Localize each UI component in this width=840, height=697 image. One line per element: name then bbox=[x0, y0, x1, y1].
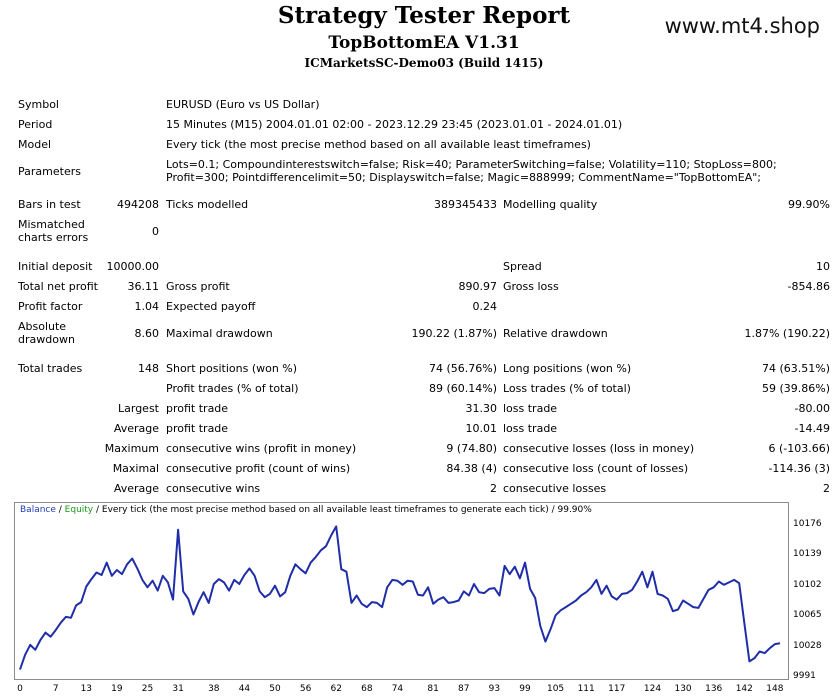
parameters-value: Lots=0.1; Compoundinterestswitch=false; Risk=40; ParameterSwitching=false; Volatility=110; StopLoss=800; Profit=300; Pointdifferencelimit=50; Displayswitch=false; Magic=888999; CommentName="TopBottomEA"; bbox=[166, 158, 777, 184]
y-tick-label: 10176 bbox=[793, 518, 822, 529]
maximal-label: Maximal bbox=[112, 462, 159, 475]
watermark-text: www.mt4.shop bbox=[664, 14, 820, 38]
balance-chart-svg bbox=[15, 503, 788, 679]
max-consecutive-wins-value: 9 (74.80) bbox=[446, 442, 497, 455]
x-tick-label: 99 bbox=[519, 684, 531, 694]
x-tick-label: 44 bbox=[238, 684, 251, 694]
x-tick-label: 25 bbox=[141, 684, 154, 694]
gross-loss-label: Gross loss bbox=[503, 280, 559, 293]
period-label: Period bbox=[18, 118, 53, 131]
relative-drawdown-value: 1.87% (190.22) bbox=[744, 327, 830, 340]
x-tick-label: 19 bbox=[111, 684, 123, 694]
quality-value: 99.90% bbox=[788, 198, 830, 211]
x-tick-label: 56 bbox=[299, 684, 312, 694]
bars-value: 494208 bbox=[117, 198, 159, 211]
profit-factor-value: 1.04 bbox=[134, 300, 159, 313]
maximal-consecutive-profit-label: consecutive profit (count of wins) bbox=[166, 462, 351, 475]
report-subtitle: TopBottomEA V1.31 bbox=[328, 33, 520, 53]
max-consecutive-losses-value: 6 (-103.66) bbox=[768, 442, 830, 455]
legend-balance: Balance bbox=[20, 505, 56, 515]
absolute-drawdown-label: Absolute drawdown bbox=[18, 320, 75, 346]
y-tick-label: 10065 bbox=[793, 610, 822, 621]
gross-profit-label: Gross profit bbox=[166, 280, 230, 293]
x-tick-label: 0 bbox=[17, 684, 23, 694]
x-tick-label: 130 bbox=[674, 684, 692, 694]
maximal-consecutive-profit-value: 84.38 (4) bbox=[446, 462, 497, 475]
avg-consecutive-losses-value: 2 bbox=[823, 482, 830, 495]
loss-trades-value: 59 (39.86%) bbox=[761, 382, 830, 395]
maximal-consecutive-loss-value: -114.36 (3) bbox=[768, 462, 830, 475]
period-value: 15 Minutes (M15) 2004.01.01 02:00 - 2023.12.29 23:45 (2023.01.01 - 2024.01.01) bbox=[166, 118, 623, 131]
expected-payoff-value: 0.24 bbox=[472, 300, 497, 313]
absolute-drawdown-value: 8.60 bbox=[134, 327, 159, 340]
average-loss-label: loss trade bbox=[503, 422, 558, 435]
spread-label: Spread bbox=[503, 260, 542, 273]
x-tick-label: 31 bbox=[172, 684, 184, 694]
profit-trades-value: 89 (60.14%) bbox=[428, 382, 497, 395]
mismatch-value: 0 bbox=[152, 225, 159, 238]
expected-payoff-label: Expected payoff bbox=[166, 300, 256, 313]
net-profit-value: 36.11 bbox=[127, 280, 159, 293]
ticks-label: Ticks modelled bbox=[166, 198, 249, 211]
largest-profit-label: profit trade bbox=[166, 402, 229, 415]
total-trades-value: 148 bbox=[138, 362, 159, 375]
x-tick-label: 13 bbox=[80, 684, 93, 694]
average-consecutive-label: Average bbox=[113, 482, 159, 495]
chart-legend bbox=[20, 505, 592, 515]
y-tick-label: 10102 bbox=[793, 579, 822, 590]
largest-loss-value: -80.00 bbox=[794, 402, 830, 415]
avg-consecutive-wins-value: 2 bbox=[490, 482, 497, 495]
report-title: Strategy Tester Report bbox=[277, 2, 571, 29]
x-tick-label: 136 bbox=[705, 684, 723, 694]
bars-label: Bars in test bbox=[18, 198, 81, 211]
gross-loss-value: -854.86 bbox=[787, 280, 830, 293]
symbol-label: Symbol bbox=[18, 98, 59, 111]
avg-consecutive-losses-label: consecutive losses bbox=[503, 482, 607, 495]
deposit-label: Initial deposit bbox=[18, 260, 93, 273]
short-positions-label: Short positions (won %) bbox=[166, 362, 298, 375]
largest-loss-label: loss trade bbox=[503, 402, 558, 415]
x-tick-label: 7 bbox=[52, 684, 59, 694]
maximal-drawdown-label: Maximal drawdown bbox=[166, 327, 273, 340]
x-tick-label: 81 bbox=[427, 684, 439, 694]
average-loss-value: -14.49 bbox=[794, 422, 830, 435]
x-tick-label: 93 bbox=[488, 684, 501, 694]
x-tick-label: 62 bbox=[330, 684, 342, 694]
mismatch-label: Mismatched charts errors bbox=[18, 218, 89, 244]
x-tick-label: 117 bbox=[608, 684, 626, 694]
y-tick-label: 9991 bbox=[793, 671, 816, 681]
quality-label: Modelling quality bbox=[503, 198, 598, 211]
report-server: ICMarketsSC-Demo03 (Build 1415) bbox=[304, 56, 544, 70]
largest-label: Largest bbox=[118, 402, 159, 415]
x-tick-label: 38 bbox=[208, 684, 220, 694]
series-line-balance bbox=[20, 526, 780, 669]
spread-value: 10 bbox=[816, 260, 830, 273]
symbol-value: EURUSD (Euro vs US Dollar) bbox=[166, 98, 320, 111]
balance-chart bbox=[14, 502, 789, 680]
deposit-value: 10000.00 bbox=[106, 260, 159, 273]
max-consecutive-wins-label: consecutive wins (profit in money) bbox=[166, 442, 357, 455]
loss-trades-label: Loss trades (% of total) bbox=[503, 382, 631, 395]
maximal-consecutive-loss-label: consecutive loss (count of losses) bbox=[503, 462, 689, 475]
maximal-drawdown-value: 190.22 (1.87%) bbox=[411, 327, 497, 340]
x-tick-label: 142 bbox=[735, 684, 753, 694]
y-tick-label: 10139 bbox=[793, 549, 822, 560]
x-tick-label: 74 bbox=[391, 684, 404, 694]
legend-equity: Equity bbox=[64, 505, 94, 515]
x-tick-label: 105 bbox=[546, 684, 565, 694]
total-trades-label: Total trades bbox=[18, 362, 83, 375]
profit-trades-label: Profit trades (% of total) bbox=[166, 382, 299, 395]
net-profit-label: Total net profit bbox=[18, 280, 98, 293]
long-positions-label: Long positions (won %) bbox=[503, 362, 632, 375]
gross-profit-value: 890.97 bbox=[458, 280, 497, 293]
short-positions-value: 74 (56.76%) bbox=[428, 362, 497, 375]
average-label: Average bbox=[113, 422, 159, 435]
x-tick-label: 148 bbox=[766, 684, 784, 694]
average-profit-value: 10.01 bbox=[465, 422, 497, 435]
x-tick-label: 68 bbox=[361, 684, 373, 694]
legend-description: / Every tick (the most precise method based on all available least timeframes to generate each tick) / 99.90% bbox=[93, 505, 592, 515]
model-value: Every tick (the most precise method based on all available least timeframes) bbox=[166, 138, 591, 151]
relative-drawdown-label: Relative drawdown bbox=[503, 327, 608, 340]
maximum-label: Maximum bbox=[104, 442, 159, 455]
largest-profit-value: 31.30 bbox=[465, 402, 497, 415]
max-consecutive-losses-label: consecutive losses (loss in money) bbox=[503, 442, 695, 455]
avg-consecutive-wins-label: consecutive wins bbox=[166, 482, 261, 495]
x-tick-label: 111 bbox=[577, 684, 595, 694]
x-tick-label: 87 bbox=[458, 684, 470, 694]
model-label: Model bbox=[18, 138, 52, 151]
profit-factor-label: Profit factor bbox=[18, 300, 83, 313]
x-tick-label: 124 bbox=[643, 684, 662, 694]
x-tick-label: 50 bbox=[269, 684, 281, 694]
parameters-label: Parameters bbox=[18, 165, 81, 178]
y-tick-label: 10028 bbox=[793, 640, 822, 651]
ticks-value: 389345433 bbox=[434, 198, 497, 211]
long-positions-value: 74 (63.51%) bbox=[761, 362, 830, 375]
average-profit-label: profit trade bbox=[166, 422, 229, 435]
legend-separator: / bbox=[55, 505, 65, 515]
